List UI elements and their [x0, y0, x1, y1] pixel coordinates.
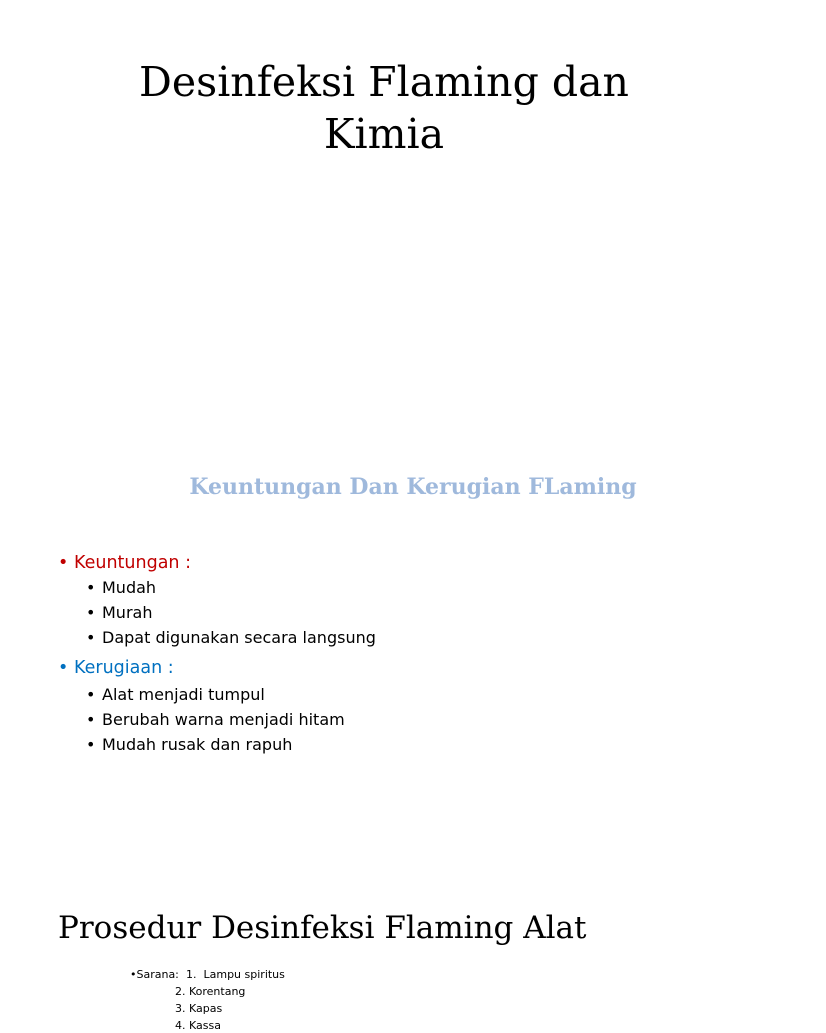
bullet-icon: • [58, 658, 69, 678]
bullet-icon: • [58, 553, 69, 573]
slide-title [0, 0, 768, 390]
list-item: • Berubah warna menjadi hitam [86, 710, 345, 729]
procedure-title: Prosedur Desinfeksi Flaming Alat [58, 910, 587, 946]
list-item: 1. Lampu spiritus [186, 968, 285, 981]
section-title: Keuntungan Dan Kerugian FLaming [189, 474, 637, 500]
list-item: • Mudah rusak dan rapuh [86, 735, 293, 754]
title-line-1: Desinfeksi Flaming dan [139, 58, 629, 106]
slide-advantages-disadvantages [0, 440, 768, 800]
presentation-title [0, 56, 768, 160]
bullet-icon: • [86, 735, 96, 754]
list-item: 3. Kapas [175, 1002, 223, 1015]
slide-procedure [0, 880, 768, 1032]
list-item: • Mudah [86, 578, 157, 597]
list-item: 2. Korentang [175, 985, 246, 998]
advantages-heading: • Keuntungan : [58, 553, 191, 573]
bullet-icon: • [86, 603, 96, 622]
disadvantages-heading: • Kerugiaan : [58, 658, 174, 678]
list-item: • Dapat digunakan secara langsung [86, 628, 376, 647]
bullet-icon: • [86, 685, 96, 704]
title-line-2: Kimia [323, 110, 445, 158]
bullet-icon: • [86, 628, 96, 647]
list-item: • Alat menjadi tumpul [86, 685, 265, 704]
list-item: 4. Kassa [175, 1019, 221, 1032]
sarana-label: •Sarana: [130, 968, 179, 981]
bullet-icon: • [86, 578, 96, 597]
list-item: • Murah [86, 603, 153, 622]
bullet-icon: • [86, 710, 96, 729]
